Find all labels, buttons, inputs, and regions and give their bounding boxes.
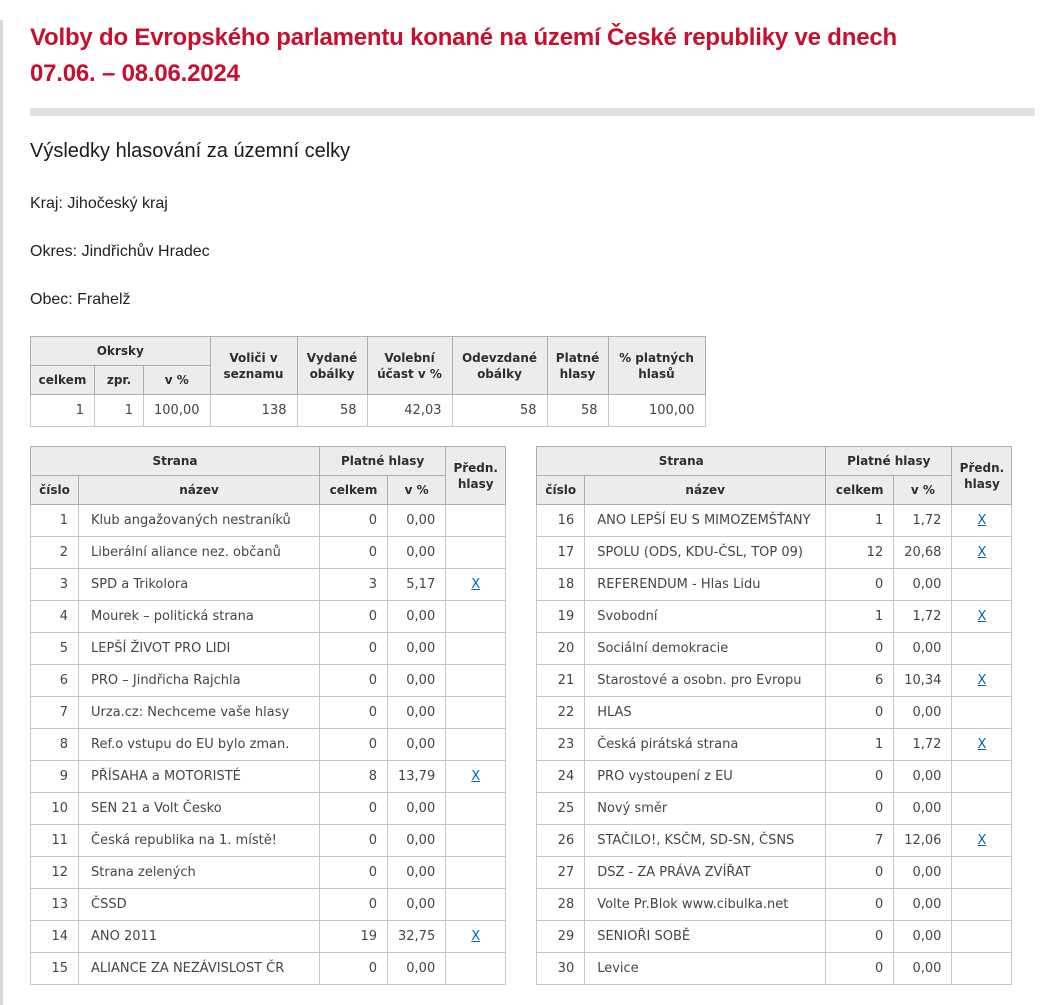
party-row <box>31 857 506 889</box>
votes-total-cell: 0 <box>826 953 894 985</box>
pref-votes-cell <box>446 697 506 729</box>
party-row <box>31 793 506 825</box>
party-number-cell: 10 <box>31 793 79 825</box>
party-name-cell: Nový směr <box>585 793 826 825</box>
page-title <box>30 20 1039 92</box>
party-row <box>31 601 506 633</box>
votes-pct-cell: 0,00 <box>388 537 446 569</box>
summary-platne-hlasy: 58 <box>547 395 608 427</box>
party-number-cell: 8 <box>31 729 79 761</box>
summary-volici-v-seznamu: 138 <box>210 395 297 427</box>
party-name-cell: ALIANCE ZA NEZÁVISLOST ČR <box>79 953 320 985</box>
pref-votes-cell <box>952 953 1012 985</box>
party-number-cell: 22 <box>537 697 585 729</box>
votes-pct-cell: 0,00 <box>388 697 446 729</box>
party-name-cell: SENIOŘI SOBĚ <box>585 921 826 953</box>
votes-pct-cell: 32,75 <box>388 921 446 953</box>
summary-okrsky-v-pct: 100,00 <box>144 395 211 427</box>
pref-votes-cell <box>446 857 506 889</box>
votes-total-cell: 0 <box>826 633 894 665</box>
party-name-cell: ANO 2011 <box>79 921 320 953</box>
party-number-cell: 23 <box>537 729 585 761</box>
header-okrsky-celkem: celkem <box>31 366 95 395</box>
pref-votes-cell <box>446 889 506 921</box>
votes-total-cell: 1 <box>826 601 894 633</box>
votes-total-cell: 0 <box>826 921 894 953</box>
party-number-cell: 16 <box>537 505 585 537</box>
votes-pct-cell: 0,00 <box>894 633 952 665</box>
votes-total-cell: 0 <box>826 857 894 889</box>
pref-votes-link[interactable]: X <box>471 769 481 784</box>
votes-pct-cell: 0,00 <box>388 665 446 697</box>
obec-value: Frahelž <box>77 291 131 308</box>
header-nazev: název <box>79 476 320 505</box>
party-row <box>537 857 1012 889</box>
party-number-cell: 12 <box>31 857 79 889</box>
header-okrsky: Okrsky <box>31 337 211 366</box>
obec-label: Obec: <box>30 291 73 308</box>
pref-votes-link[interactable]: X <box>977 513 987 528</box>
votes-total-cell: 0 <box>320 633 388 665</box>
summary-table <box>30 336 706 427</box>
party-name-cell: Svobodní <box>585 601 826 633</box>
party-name-cell: DSZ - ZA PRÁVA ZVÍŘAT <box>585 857 826 889</box>
party-row <box>537 537 1012 569</box>
pref-votes-cell <box>446 729 506 761</box>
party-name-cell: Česká republika na 1. místě! <box>79 825 320 857</box>
header-v-pct: v % <box>388 476 446 505</box>
summary-volebni-ucast: 42,03 <box>367 395 452 427</box>
votes-pct-cell: 0,00 <box>388 857 446 889</box>
pref-votes-link[interactable]: X <box>977 737 987 752</box>
header-predn-hlasy: Předn. hlasy <box>446 447 506 505</box>
party-row <box>537 665 1012 697</box>
pref-votes-cell <box>446 633 506 665</box>
kraj-value: Jihočeský kraj <box>67 195 168 212</box>
party-row <box>31 729 506 761</box>
header-platne-hlasy: Platné hlasy <box>320 447 446 476</box>
party-name-cell: HLAS <box>585 697 826 729</box>
votes-pct-cell: 0,00 <box>388 889 446 921</box>
pref-votes-cell <box>952 793 1012 825</box>
votes-pct-cell: 0,00 <box>894 857 952 889</box>
header-pct-platnych-hlasu: % platných hlasů <box>608 337 705 395</box>
party-number-cell: 17 <box>537 537 585 569</box>
votes-pct-cell: 0,00 <box>894 953 952 985</box>
party-row <box>537 793 1012 825</box>
party-number-cell: 11 <box>31 825 79 857</box>
pref-votes-cell <box>952 857 1012 889</box>
votes-total-cell: 8 <box>320 761 388 793</box>
pref-votes-link[interactable]: X <box>977 833 987 848</box>
pref-votes-cell <box>446 601 506 633</box>
party-row <box>31 697 506 729</box>
summary-odevzdane-obalky: 58 <box>452 395 547 427</box>
votes-total-cell: 0 <box>320 505 388 537</box>
party-row <box>537 761 1012 793</box>
pref-votes-cell <box>952 825 1012 857</box>
votes-pct-cell: 0,00 <box>894 889 952 921</box>
header-celkem: celkem <box>320 476 388 505</box>
party-name-cell: REFERENDUM - Hlas Lidu <box>585 569 826 601</box>
okres-label: Okres: <box>30 243 78 260</box>
votes-pct-cell: 0,00 <box>894 761 952 793</box>
summary-okrsky-celkem: 1 <box>31 395 95 427</box>
votes-pct-cell: 0,00 <box>388 825 446 857</box>
votes-pct-cell: 10,34 <box>894 665 952 697</box>
party-name-cell: STAČILO!, KSČM, SD-SN, ČSNS <box>585 825 826 857</box>
party-number-cell: 3 <box>31 569 79 601</box>
pref-votes-cell <box>952 665 1012 697</box>
pref-votes-cell <box>952 761 1012 793</box>
okres-line <box>30 242 1039 262</box>
votes-total-cell: 6 <box>826 665 894 697</box>
pref-votes-cell <box>446 793 506 825</box>
header-v-pct: v % <box>894 476 952 505</box>
party-name-cell: Volte Pr.Blok www.cibulka.net <box>585 889 826 921</box>
votes-pct-cell: 0,00 <box>388 793 446 825</box>
pref-votes-cell <box>952 505 1012 537</box>
party-name-cell: Strana zelených <box>79 857 320 889</box>
votes-pct-cell: 1,72 <box>894 601 952 633</box>
party-number-cell: 29 <box>537 921 585 953</box>
votes-total-cell: 1 <box>826 505 894 537</box>
party-row <box>537 825 1012 857</box>
party-name-cell: Sociální demokracie <box>585 633 826 665</box>
header-odevzdane-obalky: Odevzdané obálky <box>452 337 547 395</box>
votes-pct-cell: 0,00 <box>894 793 952 825</box>
votes-total-cell: 0 <box>826 697 894 729</box>
party-row <box>537 953 1012 985</box>
header-vydane-obalky: Vydané obálky <box>297 337 367 395</box>
header-okrsky-v-pct: v % <box>144 366 211 395</box>
header-okrsky-zpr: zpr. <box>95 366 144 395</box>
party-table-right <box>536 446 1012 985</box>
party-row <box>31 761 506 793</box>
party-row <box>31 665 506 697</box>
party-row <box>537 569 1012 601</box>
party-number-cell: 2 <box>31 537 79 569</box>
votes-pct-cell: 0,00 <box>388 729 446 761</box>
header-strana: Strana <box>537 447 826 476</box>
party-row <box>31 921 506 953</box>
pref-votes-cell <box>952 729 1012 761</box>
party-number-cell: 26 <box>537 825 585 857</box>
party-name-cell: SEN 21 a Volt Česko <box>79 793 320 825</box>
party-number-cell: 1 <box>31 505 79 537</box>
header-volici-v-seznamu: Voliči v seznamu <box>210 337 297 395</box>
party-number-cell: 4 <box>31 601 79 633</box>
party-name-cell: Liberální aliance nez. občanů <box>79 537 320 569</box>
votes-total-cell: 0 <box>320 857 388 889</box>
kraj-line <box>30 194 1039 214</box>
party-row <box>537 697 1012 729</box>
kraj-label: Kraj: <box>30 195 63 212</box>
pref-votes-cell <box>952 569 1012 601</box>
votes-pct-cell: 5,17 <box>388 569 446 601</box>
pref-votes-cell <box>952 889 1012 921</box>
votes-total-cell: 12 <box>826 537 894 569</box>
pref-votes-cell <box>952 601 1012 633</box>
summary-vydane-obalky: 58 <box>297 395 367 427</box>
party-number-cell: 13 <box>31 889 79 921</box>
party-row <box>31 633 506 665</box>
party-tables-section <box>30 446 1039 985</box>
header-nazev: název <box>585 476 826 505</box>
party-row <box>31 505 506 537</box>
party-row <box>537 601 1012 633</box>
summary-section <box>30 336 1039 427</box>
votes-total-cell: 0 <box>320 665 388 697</box>
page <box>0 20 1047 1005</box>
pref-votes-link[interactable]: X <box>977 609 987 624</box>
votes-pct-cell: 1,72 <box>894 729 952 761</box>
votes-pct-cell: 0,00 <box>894 569 952 601</box>
votes-total-cell: 0 <box>826 761 894 793</box>
party-name-cell: Mourek – politická strana <box>79 601 320 633</box>
pref-votes-link[interactable]: X <box>471 929 481 944</box>
votes-pct-cell: 13,79 <box>388 761 446 793</box>
votes-total-cell: 0 <box>320 697 388 729</box>
pref-votes-link[interactable]: X <box>471 577 481 592</box>
obec-line <box>30 290 1039 310</box>
party-number-cell: 24 <box>537 761 585 793</box>
party-name-cell: Urza.cz: Nechceme vaše hlasy <box>79 697 320 729</box>
party-row <box>31 569 506 601</box>
votes-pct-cell: 1,72 <box>894 505 952 537</box>
header-celkem: celkem <box>826 476 894 505</box>
party-name-cell: SPD a Trikolora <box>79 569 320 601</box>
section-heading: Výsledky hlasování za územní celky <box>30 140 351 162</box>
votes-total-cell: 19 <box>320 921 388 953</box>
pref-votes-cell <box>446 761 506 793</box>
votes-pct-cell: 0,00 <box>388 601 446 633</box>
votes-total-cell: 0 <box>320 953 388 985</box>
votes-total-cell: 1 <box>826 729 894 761</box>
votes-total-cell: 0 <box>320 793 388 825</box>
okres-value: Jindřichův Hradec <box>81 243 210 260</box>
header-strana: Strana <box>31 447 320 476</box>
party-number-cell: 21 <box>537 665 585 697</box>
header-volebni-ucast: Volební účast v % <box>367 337 452 395</box>
party-row <box>537 889 1012 921</box>
party-number-cell: 27 <box>537 857 585 889</box>
votes-pct-cell: 0,00 <box>894 921 952 953</box>
party-number-cell: 15 <box>31 953 79 985</box>
pref-votes-cell <box>446 825 506 857</box>
votes-total-cell: 0 <box>320 601 388 633</box>
header-platne-hlasy: Platné hlasy <box>826 447 952 476</box>
summary-pct-platnych-hlasu: 100,00 <box>608 395 705 427</box>
votes-total-cell: 0 <box>320 729 388 761</box>
party-number-cell: 6 <box>31 665 79 697</box>
party-table-left <box>30 446 506 985</box>
party-name-cell: SPOLU (ODS, KDU-ČSL, TOP 09) <box>585 537 826 569</box>
pref-votes-link[interactable]: X <box>977 545 987 560</box>
page-title-line2: 07.06. – 08.06.2024 <box>30 60 240 87</box>
party-name-cell: Česká pirátská strana <box>585 729 826 761</box>
party-number-cell: 14 <box>31 921 79 953</box>
party-name-cell: Ref.o vstupu do EU bylo zman. <box>79 729 320 761</box>
pref-votes-cell <box>952 633 1012 665</box>
party-row <box>537 505 1012 537</box>
votes-total-cell: 0 <box>320 889 388 921</box>
party-row <box>31 537 506 569</box>
pref-votes-cell <box>446 505 506 537</box>
pref-votes-cell <box>952 697 1012 729</box>
pref-votes-cell <box>952 921 1012 953</box>
party-name-cell: PŘÍSAHA a MOTORISTÉ <box>79 761 320 793</box>
party-number-cell: 9 <box>31 761 79 793</box>
party-name-cell: PRO vystoupení z EU <box>585 761 826 793</box>
party-number-cell: 5 <box>31 633 79 665</box>
votes-pct-cell: 0,00 <box>388 953 446 985</box>
party-number-cell: 19 <box>537 601 585 633</box>
pref-votes-cell <box>446 953 506 985</box>
votes-pct-cell: 20,68 <box>894 537 952 569</box>
party-number-cell: 30 <box>537 953 585 985</box>
party-row <box>537 633 1012 665</box>
party-number-cell: 25 <box>537 793 585 825</box>
pref-votes-link[interactable]: X <box>977 673 987 688</box>
pref-votes-cell <box>446 537 506 569</box>
pref-votes-cell <box>446 569 506 601</box>
party-name-cell: LEPŠÍ ŽIVOT PRO LIDI <box>79 633 320 665</box>
party-name-cell: ČSSD <box>79 889 320 921</box>
votes-total-cell: 0 <box>826 793 894 825</box>
party-row <box>537 921 1012 953</box>
votes-pct-cell: 0,00 <box>894 697 952 729</box>
votes-total-cell: 7 <box>826 825 894 857</box>
horizontal-divider <box>30 108 1035 116</box>
votes-pct-cell: 0,00 <box>388 505 446 537</box>
page-title-line1: Volby do Evropského parlamentu konané na území České republiky ve dnech <box>30 24 897 51</box>
party-name-cell: Levice <box>585 953 826 985</box>
header-cislo: číslo <box>31 476 79 505</box>
party-number-cell: 18 <box>537 569 585 601</box>
summary-row <box>31 395 706 427</box>
party-name-cell: PRO – Jindřicha Rajchla <box>79 665 320 697</box>
party-row <box>31 953 506 985</box>
party-row <box>537 729 1012 761</box>
header-platne-hlasy: Platné hlasy <box>547 337 608 395</box>
votes-total-cell: 0 <box>320 537 388 569</box>
votes-total-cell: 0 <box>826 569 894 601</box>
votes-total-cell: 0 <box>826 889 894 921</box>
party-row <box>31 825 506 857</box>
party-number-cell: 7 <box>31 697 79 729</box>
party-name-cell: Starostové a osobn. pro Evropu <box>585 665 826 697</box>
party-number-cell: 28 <box>537 889 585 921</box>
pref-votes-cell <box>446 921 506 953</box>
party-name-cell: ANO LEPŠÍ EU S MIMOZEMŠŤANY <box>585 505 826 537</box>
votes-pct-cell: 0,00 <box>388 633 446 665</box>
party-name-cell: Klub angažovaných nestraníků <box>79 505 320 537</box>
party-number-cell: 20 <box>537 633 585 665</box>
votes-pct-cell: 12,06 <box>894 825 952 857</box>
header-predn-hlasy: Předn. hlasy <box>952 447 1012 505</box>
pref-votes-cell <box>952 537 1012 569</box>
header-cislo: číslo <box>537 476 585 505</box>
party-row <box>31 889 506 921</box>
votes-total-cell: 3 <box>320 569 388 601</box>
pref-votes-cell <box>446 665 506 697</box>
votes-total-cell: 0 <box>320 825 388 857</box>
summary-okrsky-zpr: 1 <box>95 395 144 427</box>
